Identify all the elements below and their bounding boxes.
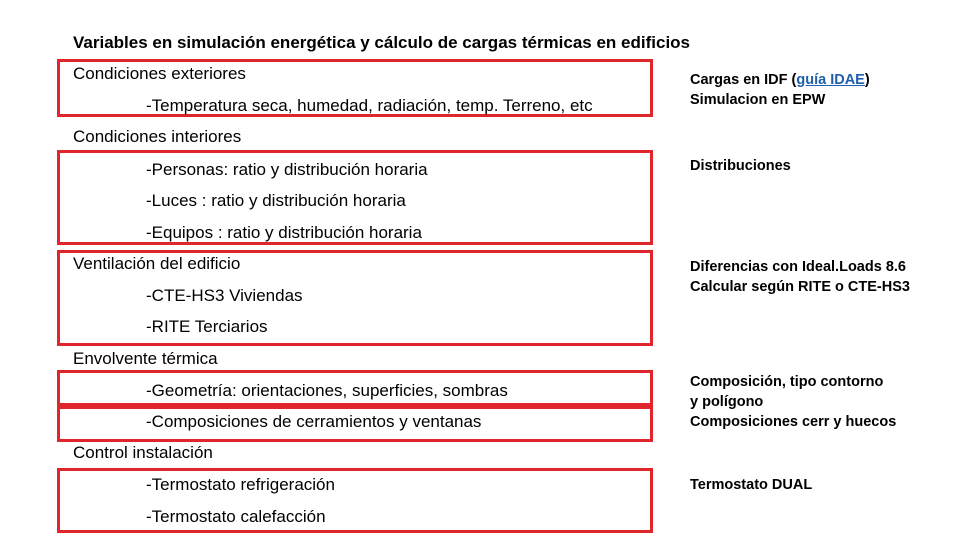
item-luces: -Luces : ratio y distribución horaria: [146, 191, 406, 210]
note-calcular-segun: Calcular según RITE o CTE-HS3: [690, 279, 910, 295]
heading-condiciones-exteriores: Condiciones exteriores: [73, 64, 246, 83]
item-cte-hs3: -CTE-HS3 Viviendas: [146, 286, 303, 305]
item-termostato-calefaccion: -Termostato calefacción: [146, 507, 326, 526]
note-interiores: [690, 156, 791, 176]
guia-idae-link[interactable]: guía IDAE: [796, 72, 865, 88]
note-control: [690, 475, 812, 495]
item-personas: -Personas: ratio y distribución horaria: [146, 160, 428, 179]
item-termostato-refrigeracion: -Termostato refrigeración: [146, 475, 335, 494]
note-ideal-loads: Diferencias con Ideal.Loads 8.6: [690, 259, 906, 275]
note-composiciones-cerr: Composiciones cerr y huecos: [690, 414, 897, 430]
note-termostato-dual: Termostato DUAL: [690, 477, 813, 493]
item-equipos: -Equipos : ratio y distribución horaria: [146, 223, 422, 242]
note-simulacion-epw: Simulacion en EPW: [690, 92, 826, 108]
note-composicion-contorno: Composición, tipo contorno: [690, 374, 884, 390]
note-poligono: y polígono: [690, 394, 764, 410]
note-exteriores: [690, 70, 870, 110]
heading-condiciones-interiores: Condiciones interiores: [73, 127, 242, 146]
item-temperatura: -Temperatura seca, humedad, radiación, temp. Terreno, etc: [146, 96, 593, 115]
heading-control: Control instalación: [73, 443, 213, 462]
item-geometria: -Geometría: orientaciones, superficies, sombras: [146, 381, 508, 400]
note-ventilacion: [690, 257, 910, 297]
heading-ventilacion: Ventilación del edificio: [73, 254, 241, 273]
note-distribuciones: Distribuciones: [690, 158, 791, 174]
slide-title: Variables en simulación energética y cálculo de cargas térmicas en edificios: [73, 33, 691, 52]
item-composiciones: -Composiciones de cerramientos y ventanas: [146, 412, 482, 431]
note-envolvente: [690, 372, 896, 432]
note-cargas-idf: Cargas en IDF (guía IDAE): [690, 72, 870, 88]
item-rite: -RITE Terciarios: [146, 317, 268, 336]
heading-envolvente: Envolvente térmica: [73, 349, 218, 368]
